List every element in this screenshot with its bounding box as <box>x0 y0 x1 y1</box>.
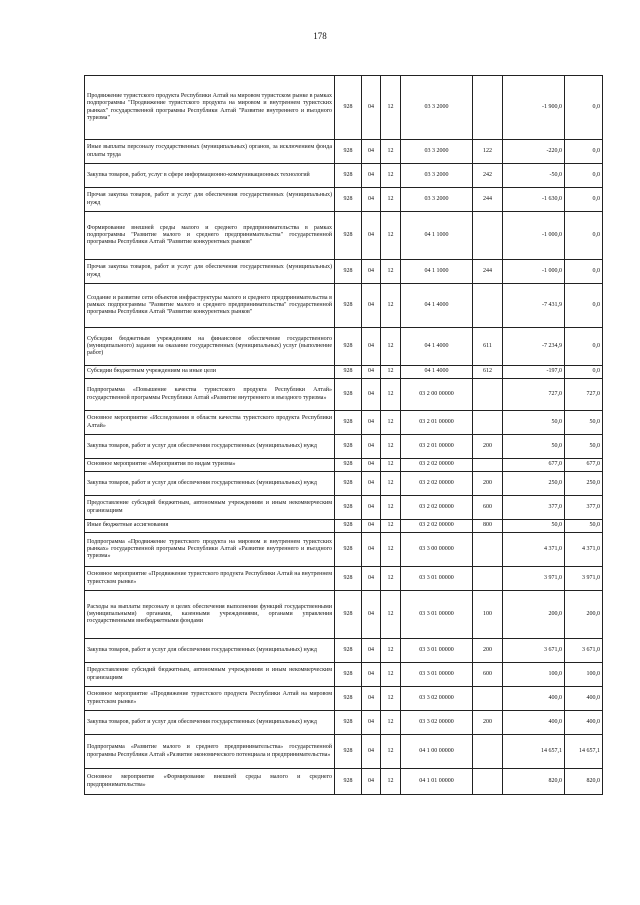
row-razdel: 04 <box>362 328 381 366</box>
row-glava: 928 <box>335 711 362 735</box>
row-amount-1: 677,0 <box>503 459 565 472</box>
row-expense-type <box>473 411 503 435</box>
row-glava: 928 <box>335 328 362 366</box>
row-amount-2: 0,0 <box>565 260 603 284</box>
row-amount-1: 14 657,1 <box>503 735 565 769</box>
row-name: Формирование внешней среды малого и среднего предпринимательства в рамках подпрограммы "Развитие малого и среднего предпринимательства" государственной программы Республики Алтай "Развитие конкурентных рынков" <box>85 212 335 260</box>
row-name: Предоставление субсидий бюджетным, автономным учреждениям и иным некоммерческим организациям <box>85 496 335 520</box>
row-expense-type: 611 <box>473 328 503 366</box>
row-glava: 928 <box>335 212 362 260</box>
budget-table <box>84 75 603 795</box>
row-glava: 928 <box>335 472 362 496</box>
row-glava: 928 <box>335 533 362 567</box>
row-expense-type: 600 <box>473 496 503 520</box>
row-target-article: 03 3 02 00000 <box>401 711 473 735</box>
row-amount-2: 377,0 <box>565 496 603 520</box>
row-amount-2: 200,0 <box>565 591 603 639</box>
row-amount-1: -7 431,9 <box>503 284 565 328</box>
row-podrazdel: 12 <box>381 260 401 284</box>
row-podrazdel: 12 <box>381 435 401 459</box>
row-target-article: 03 2 02 00000 <box>401 496 473 520</box>
row-name: Основное мероприятие «Мероприятия по видам туризма» <box>85 459 335 472</box>
row-amount-1: -1 630,0 <box>503 188 565 212</box>
table-row <box>85 188 603 212</box>
table-row <box>85 140 603 164</box>
row-glava: 928 <box>335 284 362 328</box>
row-expense-type: 242 <box>473 164 503 188</box>
row-amount-1: 200,0 <box>503 591 565 639</box>
row-name: Подпрограмма «Повышение качества туристского продукта Республики Алтай» государственной программы Республики Алтай «Развитие внутреннего и въездного туризма» <box>85 379 335 411</box>
row-podrazdel: 12 <box>381 411 401 435</box>
row-expense-type <box>473 769 503 795</box>
row-glava: 928 <box>335 663 362 687</box>
row-target-article: 03 3 01 00000 <box>401 663 473 687</box>
row-podrazdel: 12 <box>381 496 401 520</box>
row-glava: 928 <box>335 687 362 711</box>
row-amount-1: 377,0 <box>503 496 565 520</box>
row-expense-type: 200 <box>473 472 503 496</box>
row-name: Подпрограмма «Развитие малого и среднего предпринимательства» государственной программы Республики Алтай «Развитие экономического потенциала и предпринимательства» <box>85 735 335 769</box>
row-podrazdel: 12 <box>381 591 401 639</box>
row-amount-1: 50,0 <box>503 435 565 459</box>
row-name: Закупка товаров, работ и услуг для обеспечения государственных (муниципальных) нужд <box>85 639 335 663</box>
row-razdel: 04 <box>362 735 381 769</box>
row-amount-2: 50,0 <box>565 435 603 459</box>
row-amount-2: 3 971,0 <box>565 567 603 591</box>
row-razdel: 04 <box>362 284 381 328</box>
table-row <box>85 212 603 260</box>
row-target-article: 03 2 02 00000 <box>401 472 473 496</box>
row-expense-type: 244 <box>473 260 503 284</box>
row-expense-type: 122 <box>473 140 503 164</box>
row-name: Основное мероприятие «Продвижение туристского продукта Республики Алтай на внутреннем туристском рынке» <box>85 567 335 591</box>
row-razdel: 04 <box>362 366 381 379</box>
table-row <box>85 567 603 591</box>
row-target-article: 03 2 02 00000 <box>401 459 473 472</box>
row-razdel: 04 <box>362 472 381 496</box>
row-target-article: 03 3 2000 <box>401 188 473 212</box>
table-row <box>85 735 603 769</box>
row-razdel: 04 <box>362 379 381 411</box>
row-target-article: 04 1 00 00000 <box>401 735 473 769</box>
row-razdel: 04 <box>362 459 381 472</box>
table-row <box>85 687 603 711</box>
row-amount-1: 4 371,0 <box>503 533 565 567</box>
row-target-article: 03 3 02 00000 <box>401 687 473 711</box>
row-name: Субсидии бюджетным учреждениям на финансовое обеспечение государственного (муниципального) задания на оказание государственных (муниципальных) услуг (выполнение работ) <box>85 328 335 366</box>
row-podrazdel: 12 <box>381 140 401 164</box>
row-target-article: 03 3 2000 <box>401 164 473 188</box>
row-podrazdel: 12 <box>381 164 401 188</box>
row-amount-1: 100,0 <box>503 663 565 687</box>
table-row <box>85 591 603 639</box>
row-amount-1: -50,0 <box>503 164 565 188</box>
row-podrazdel: 12 <box>381 76 401 140</box>
table-row <box>85 639 603 663</box>
table-row <box>85 366 603 379</box>
row-name: Подпрограмма «Продвижение туристского продукта на мировом и внутреннем туристских рынках» государственной программы Республики Алтай «Развитие внутреннего и въездного туризма» <box>85 533 335 567</box>
table-row <box>85 379 603 411</box>
row-glava: 928 <box>335 188 362 212</box>
row-glava: 928 <box>335 411 362 435</box>
row-razdel: 04 <box>362 435 381 459</box>
row-expense-type <box>473 379 503 411</box>
row-expense-type <box>473 284 503 328</box>
row-expense-type: 612 <box>473 366 503 379</box>
row-glava: 928 <box>335 459 362 472</box>
row-podrazdel: 12 <box>381 328 401 366</box>
row-amount-1: -1 000,0 <box>503 212 565 260</box>
table-body <box>85 76 603 795</box>
row-target-article: 04 1 4000 <box>401 366 473 379</box>
row-amount-1: -7 234,9 <box>503 328 565 366</box>
row-expense-type <box>473 76 503 140</box>
row-amount-2: 50,0 <box>565 520 603 533</box>
row-razdel: 04 <box>362 260 381 284</box>
row-amount-1: 50,0 <box>503 520 565 533</box>
row-glava: 928 <box>335 435 362 459</box>
row-podrazdel: 12 <box>381 188 401 212</box>
row-name: Иные бюджетные ассигнования <box>85 520 335 533</box>
row-amount-2: 677,0 <box>565 459 603 472</box>
row-amount-2: 0,0 <box>565 366 603 379</box>
row-razdel: 04 <box>362 711 381 735</box>
row-name: Субсидии бюджетным учреждениям на иные цели <box>85 366 335 379</box>
row-amount-1: 727,0 <box>503 379 565 411</box>
row-target-article: 03 3 2000 <box>401 140 473 164</box>
row-razdel: 04 <box>362 212 381 260</box>
row-name: Закупка товаров, работ и услуг для обеспечения государственных (муниципальных) нужд <box>85 472 335 496</box>
row-podrazdel: 12 <box>381 639 401 663</box>
row-amount-2: 3 671,0 <box>565 639 603 663</box>
row-podrazdel: 12 <box>381 711 401 735</box>
row-expense-type <box>473 687 503 711</box>
row-amount-2: 0,0 <box>565 164 603 188</box>
row-podrazdel: 12 <box>381 663 401 687</box>
row-amount-1: 50,0 <box>503 411 565 435</box>
row-razdel: 04 <box>362 687 381 711</box>
row-expense-type: 800 <box>473 520 503 533</box>
row-podrazdel: 12 <box>381 284 401 328</box>
row-amount-1: 400,0 <box>503 711 565 735</box>
row-podrazdel: 12 <box>381 459 401 472</box>
row-podrazdel: 12 <box>381 567 401 591</box>
row-amount-2: 400,0 <box>565 687 603 711</box>
row-glava: 928 <box>335 567 362 591</box>
row-razdel: 04 <box>362 639 381 663</box>
row-amount-2: 400,0 <box>565 711 603 735</box>
row-amount-1: -197,0 <box>503 366 565 379</box>
row-podrazdel: 12 <box>381 379 401 411</box>
row-expense-type <box>473 533 503 567</box>
row-glava: 928 <box>335 520 362 533</box>
row-glava: 928 <box>335 639 362 663</box>
row-target-article: 04 1 01 00000 <box>401 769 473 795</box>
row-name: Основное мероприятие «Продвижение туристского продукта Республики Алтай на мировом туристском рынке» <box>85 687 335 711</box>
row-amount-2: 4 371,0 <box>565 533 603 567</box>
row-razdel: 04 <box>362 411 381 435</box>
row-amount-1: -1 000,0 <box>503 260 565 284</box>
row-amount-2: 0,0 <box>565 284 603 328</box>
table-row <box>85 76 603 140</box>
table-row <box>85 435 603 459</box>
row-target-article: 03 2 00 00000 <box>401 379 473 411</box>
table-row <box>85 284 603 328</box>
row-target-article: 03 2 01 00000 <box>401 435 473 459</box>
row-razdel: 04 <box>362 164 381 188</box>
row-expense-type: 200 <box>473 435 503 459</box>
row-name: Предоставление субсидий бюджетным, автономным учреждениям и иным некоммерческим организациям <box>85 663 335 687</box>
row-name: Прочая закупка товаров, работ и услуг для обеспечения государственных (муниципальных) нужд <box>85 188 335 212</box>
row-amount-2: 0,0 <box>565 212 603 260</box>
row-razdel: 04 <box>362 567 381 591</box>
table-row <box>85 472 603 496</box>
row-amount-1: 3 971,0 <box>503 567 565 591</box>
row-amount-2: 100,0 <box>565 663 603 687</box>
row-glava: 928 <box>335 260 362 284</box>
row-glava: 928 <box>335 140 362 164</box>
row-razdel: 04 <box>362 591 381 639</box>
row-amount-2: 250,0 <box>565 472 603 496</box>
row-amount-2: 820,0 <box>565 769 603 795</box>
row-name: Расходы на выплаты персоналу в целях обеспечения выполнения функций государственными (муниципальными) органами, казенными учреждениями, органами управления государственными внебюджетными фондами <box>85 591 335 639</box>
row-podrazdel: 12 <box>381 533 401 567</box>
table-row <box>85 663 603 687</box>
row-glava: 928 <box>335 164 362 188</box>
row-glava: 928 <box>335 496 362 520</box>
row-razdel: 04 <box>362 663 381 687</box>
row-target-article: 03 3 01 00000 <box>401 639 473 663</box>
row-amount-2: 0,0 <box>565 328 603 366</box>
row-expense-type: 200 <box>473 711 503 735</box>
row-name: Закупка товаров, работ и услуг для обеспечения государственных (муниципальных) нужд <box>85 435 335 459</box>
row-target-article: 03 3 01 00000 <box>401 567 473 591</box>
table-row <box>85 496 603 520</box>
table-row <box>85 164 603 188</box>
row-target-article: 03 3 2000 <box>401 76 473 140</box>
row-amount-1: 250,0 <box>503 472 565 496</box>
row-podrazdel: 12 <box>381 735 401 769</box>
row-expense-type <box>473 735 503 769</box>
table-row <box>85 769 603 795</box>
row-target-article: 04 1 1000 <box>401 212 473 260</box>
row-razdel: 04 <box>362 769 381 795</box>
row-podrazdel: 12 <box>381 212 401 260</box>
row-name: Закупка товаров, работ и услуг для обеспечения государственных (муниципальных) нужд <box>85 711 335 735</box>
row-target-article: 04 1 4000 <box>401 328 473 366</box>
row-expense-type: 244 <box>473 188 503 212</box>
row-razdel: 04 <box>362 188 381 212</box>
row-target-article: 03 3 01 00000 <box>401 591 473 639</box>
row-expense-type <box>473 567 503 591</box>
row-razdel: 04 <box>362 140 381 164</box>
table-row <box>85 459 603 472</box>
row-name: Создание и развитие сети объектов инфраструктуры малого и среднего предпринимательства в рамках подпрограммы "Развитие малого и среднего предпринимательства" государственной программы Республики Алтай "Развитие конкурентных рынков" <box>85 284 335 328</box>
row-glava: 928 <box>335 366 362 379</box>
row-amount-1: -1 900,0 <box>503 76 565 140</box>
page-number: 178 <box>313 31 327 41</box>
row-razdel: 04 <box>362 76 381 140</box>
row-amount-1: 3 671,0 <box>503 639 565 663</box>
row-target-article: 04 1 4000 <box>401 284 473 328</box>
row-name: Иные выплаты персоналу государственных (муниципальных) органов, за исключением фонда оплаты труда <box>85 140 335 164</box>
row-razdel: 04 <box>362 520 381 533</box>
row-glava: 928 <box>335 591 362 639</box>
row-target-article: 03 3 00 00000 <box>401 533 473 567</box>
row-glava: 928 <box>335 735 362 769</box>
row-name: Прочая закупка товаров, работ и услуг для обеспечения государственных (муниципальных) нужд <box>85 260 335 284</box>
row-name: Основное мероприятие «Исследования в области качества туристского продукта Республики Алтай» <box>85 411 335 435</box>
table-row <box>85 711 603 735</box>
row-amount-1: 820,0 <box>503 769 565 795</box>
row-expense-type <box>473 459 503 472</box>
row-amount-1: 400,0 <box>503 687 565 711</box>
row-expense-type: 100 <box>473 591 503 639</box>
row-amount-2: 14 657,1 <box>565 735 603 769</box>
row-amount-2: 727,0 <box>565 379 603 411</box>
row-amount-2: 50,0 <box>565 411 603 435</box>
table-row <box>85 520 603 533</box>
row-name: Закупка товаров, работ, услуг в сфере информационно-коммуникационных технологий <box>85 164 335 188</box>
row-podrazdel: 12 <box>381 769 401 795</box>
row-podrazdel: 12 <box>381 472 401 496</box>
table-row <box>85 260 603 284</box>
row-target-article: 04 1 1000 <box>401 260 473 284</box>
row-amount-2: 0,0 <box>565 140 603 164</box>
row-podrazdel: 12 <box>381 520 401 533</box>
row-amount-1: -220,0 <box>503 140 565 164</box>
row-name: Основное мероприятие «Формирование внешней среды малого и среднего предпринимательства» <box>85 769 335 795</box>
row-razdel: 04 <box>362 533 381 567</box>
row-name: Продвижение туристского продукта Республики Алтай на мировом туристском рынке в рамках подпрограммы "Продвижение туристского продукта на мировом и внутреннем туристских рынках" государственной программы Республики Алтай "Развитие внутреннего и въездного туризма" <box>85 76 335 140</box>
row-amount-2: 0,0 <box>565 188 603 212</box>
table-row <box>85 328 603 366</box>
row-amount-2: 0,0 <box>565 76 603 140</box>
row-glava: 928 <box>335 76 362 140</box>
table-row <box>85 411 603 435</box>
row-expense-type: 200 <box>473 639 503 663</box>
row-target-article: 03 2 02 00000 <box>401 520 473 533</box>
row-expense-type <box>473 212 503 260</box>
row-glava: 928 <box>335 769 362 795</box>
row-target-article: 03 2 01 00000 <box>401 411 473 435</box>
row-podrazdel: 12 <box>381 687 401 711</box>
row-podrazdel: 12 <box>381 366 401 379</box>
row-expense-type: 600 <box>473 663 503 687</box>
row-razdel: 04 <box>362 496 381 520</box>
row-glava: 928 <box>335 379 362 411</box>
table-row <box>85 533 603 567</box>
